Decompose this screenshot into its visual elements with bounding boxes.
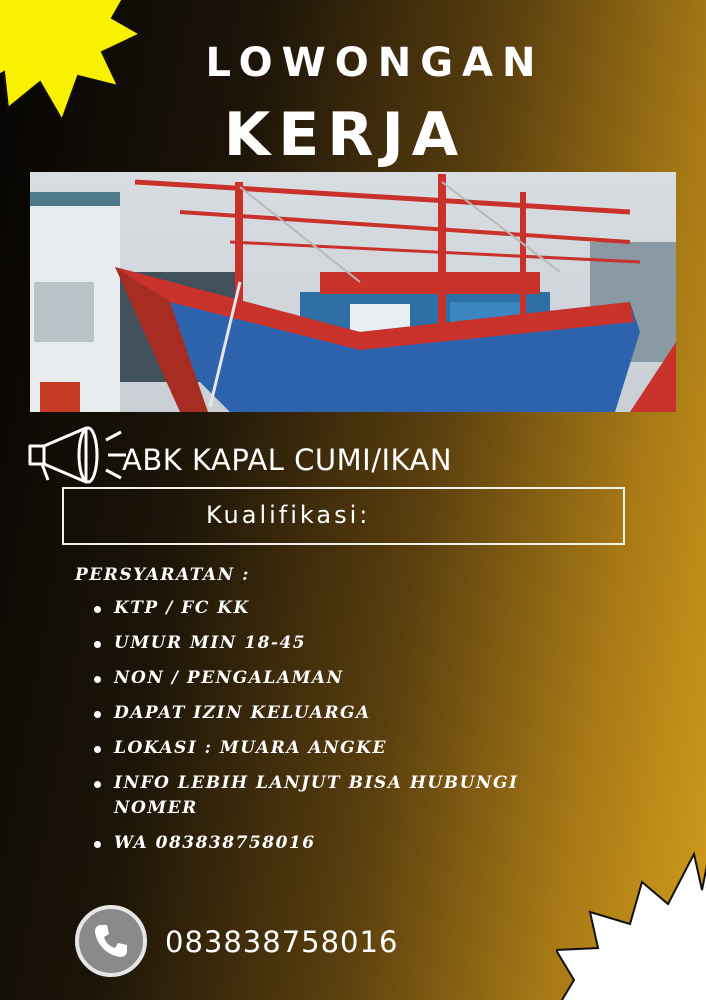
phone-handset-icon — [91, 921, 131, 961]
job-position-title: ABK KAPAL CUMI/IKAN — [122, 443, 453, 477]
requirements-title: PERSYARATAN : — [75, 565, 250, 585]
requirement-item: INFO LEBIH LANJUT BISA HUBUNGI NOMER — [92, 771, 592, 821]
title-line-1: LOWONGAN — [205, 40, 545, 86]
requirement-item: WA 083838758016 — [92, 831, 592, 856]
qualification-box — [62, 487, 625, 545]
phone-icon[interactable] — [75, 905, 147, 977]
requirement-item: DAPAT IZIN KELUARGA — [92, 701, 592, 726]
starburst-bottom-right — [556, 820, 706, 1000]
qualification-label: Kualifikasi: — [206, 501, 371, 529]
megaphone-icon — [26, 420, 136, 490]
requirement-item: NON / PENGALAMAN — [92, 666, 592, 691]
requirement-item: UMUR MIN 18-45 — [92, 631, 592, 656]
title-line-2: KERJA — [223, 100, 467, 170]
requirement-item: LOKASI : MUARA ANGKE — [92, 736, 592, 761]
contact-phone-number[interactable]: 083838758016 — [165, 925, 399, 959]
requirement-item: KTP / FC KK — [92, 596, 592, 621]
requirements-list — [92, 596, 592, 866]
fishing-boat-photo — [30, 172, 676, 412]
